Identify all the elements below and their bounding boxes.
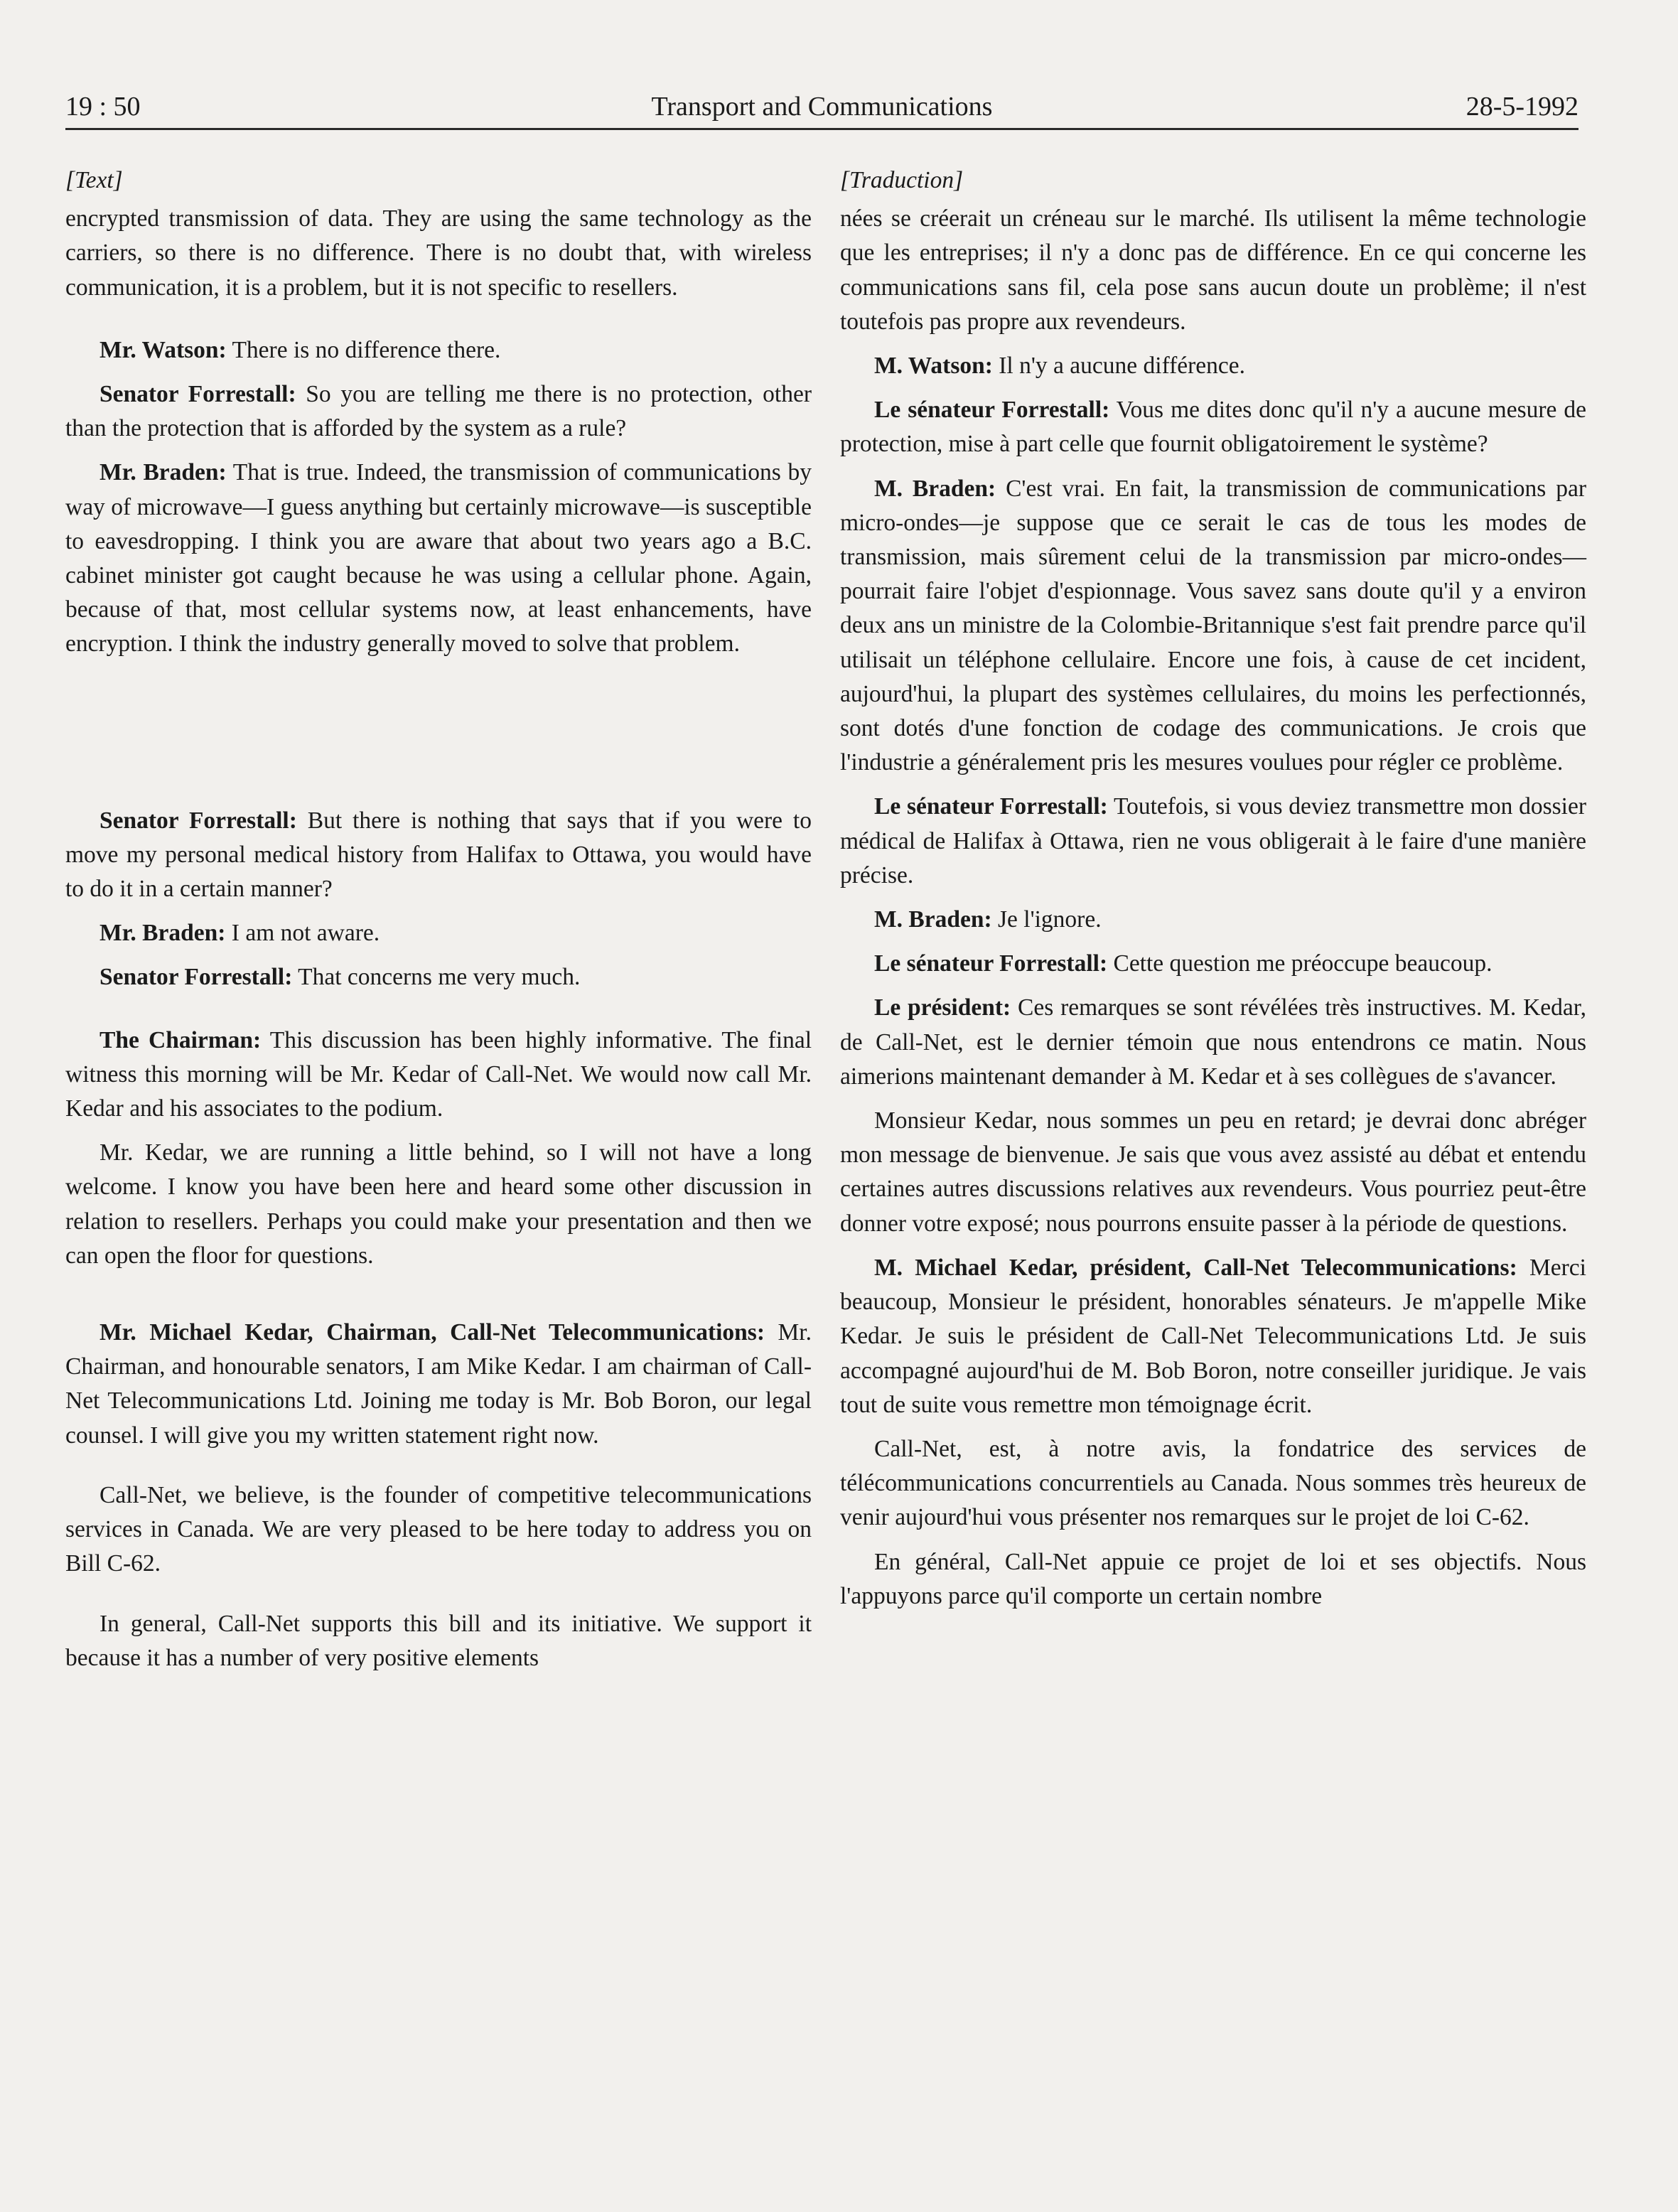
paragraph-text: But there is nothing that says that if you were to move my personal medical history from Halifax to Ottawa, you would have to do it in a certain manner? [65, 807, 812, 903]
paragraph [65, 1316, 812, 1453]
paragraph [840, 1251, 1586, 1422]
column-label: [Traduction] [840, 167, 964, 193]
column-label-text: Traduction [849, 167, 954, 193]
paragraph-text: encrypted transmission of data. They are using the same technology as the carriers, so there is no difference. There is no doubt that, with wireless communication, it is a problem, but it is not specific to resellers. [65, 205, 812, 301]
speaker-name: Mr. Braden: [100, 459, 227, 486]
speaker-name: Le président: [874, 994, 1011, 1021]
speaker-name: M. Braden: [874, 475, 996, 502]
paragraph [840, 202, 1586, 339]
paragraph-text: In general, Call-Net supports this bill and its initiative. We support it because it has a number of very positive elements [65, 1610, 812, 1671]
paragraph-text: Call-Net, we believe, is the founder of competitive telecommunications services in Canada. We are very pleased to be here today to address you on Bill C-62. [65, 1481, 812, 1577]
speaker-name: Le sénateur Forrestall: [874, 950, 1108, 977]
speaker-name: Le sénateur Forrestall: [874, 793, 1108, 820]
paragraph [840, 393, 1586, 461]
paragraph [840, 1545, 1586, 1614]
page-header [65, 85, 1578, 130]
paragraph-text: Vous me dites donc qu'il n'y a aucune mesure de protection, mise à part celle que fournit obligatoirement le système? [840, 397, 1586, 458]
page-title: Transport and Communications [651, 92, 993, 122]
paragraph-text: So you are telling me there is no protection, other than the protection that is afforded by the system as a rule? [65, 381, 812, 442]
paragraph [840, 349, 1586, 383]
paragraph-text: I am not aware. [225, 920, 380, 947]
paragraph [65, 916, 812, 950]
paragraph [840, 790, 1586, 893]
paragraph [840, 1104, 1586, 1241]
page-number: 19 : 50 [65, 92, 141, 122]
paragraph-text: Monsieur Kedar, nous sommes un peu en retard; je devrai donc abréger mon message de bienvenue. Je sais que vous avez assisté au débat et entendu certaines autres discussions relatives aux revendeurs. Vous pourriez peut-être donner votre exposé; nous pourrons ensuite passer à la période de questions. [840, 1107, 1586, 1237]
paragraph-text: Mr. Kedar, we are running a little behind, so I will not have a long welcome. I know you have been here and heard some other discussion in relation to resellers. Perhaps you could make your presentation and then we can open the floor for questions. [65, 1139, 812, 1269]
paragraph-text: C'est vrai. En fait, la transmission de communications par micro-ondes—je suppose que ce serait le cas de tous les modes de transmission, mais sûrement celui de la transmission par micro-ondes—pourrait faire l'objet d'espionnage. Vous savez sans doute qu'il y a environ deux ans un ministre de la Colombie-Britannique s'est fait prendre parce qu'il utilisait un téléphone cellulaire. Encore une fois, à cause de cet incident, aujourd'hui, la plupart des systèmes cellulaires, du moins les perfectionnés, sont dotés d'une fonction de codage des communications. Je crois que l'industrie a généralement pris les mesures voulues pour régler ce problème. [840, 475, 1586, 776]
paragraph [65, 1024, 812, 1127]
speaker-name: M. Braden: [874, 906, 992, 933]
speaker-name: Senator Forrestall: [100, 807, 297, 834]
paragraph-text: Mr. Chairman, and honourable senators, I am Mike Kedar. I am chairman of Call-Net Telecommunications Ltd. Joining me today is Mr. Bob Boron, our legal counsel. I will give you my written statement right now. [65, 1319, 812, 1449]
paragraph-text: Ces remarques se sont révélées très instructives. M. Kedar, de Call-Net, est le dernier témoin que nous entendrons ce matin. Nous aimerions maintenant demander à M. Kedar et à ses collègues de s'avancer. [840, 994, 1586, 1090]
paragraph-text: This discussion has been highly informative. The final witness this morning will be Mr. Kedar of Call-Net. We would now call Mr. Kedar and his associates to the podium. [65, 1026, 812, 1122]
paragraph-text: Toutefois, si vous deviez transmettre mon dossier médical de Halifax à Ottawa, rien ne vous obligerait à le faire d'une manière précise. [840, 793, 1586, 888]
paragraph [65, 377, 812, 446]
paragraph-text: nées se créerait un créneau sur le marché. Ils utilisent la même technologie que les entreprises; il n'y a donc pas de différence. En ce qui concerne les communications sans fil, cela pose sans aucun doute un problème; il n'est toutefois pas propre aux revendeurs. [840, 205, 1586, 335]
paragraph-text: Call-Net, est, à notre avis, la fondatrice des services de télécommunications concurrentiels au Canada. Nous sommes très heureux de venir aujourd'hui vous présenter nos remarques sur le projet de loi C-62. [840, 1435, 1586, 1531]
column-label-text: Text [75, 167, 114, 193]
speaker-name: The Chairman: [100, 1026, 262, 1053]
column-label: [Text] [65, 167, 123, 193]
paragraph-text: Merci beaucoup, Monsieur le président, honorables sénateurs. Je m'appelle Mike Kedar. Je suis le président de Call-Net Telecommunications Ltd. Je suis accompagné aujourd'hui de M. Bob Boron, notre conseiller juridique. Je vais tout de suite vous remettre mon témoignage écrit. [840, 1254, 1586, 1418]
paragraph-text: Je l'ignore. [991, 906, 1102, 933]
paragraph-text: Cette question me préoccupe beaucoup. [1107, 950, 1493, 977]
paragraph-text: That is true. Indeed, the transmission of communications by way of microwave—I guess anything but certainly microwave—is susceptible to eavesdropping. I think you are aware that about two years ago a B.C. cabinet minister got caught because he was using a cellular phone. Again, because of that, most cellular systems now, at least enhancements, have encryption. I think the industry generally moved to solve that problem. [65, 459, 812, 657]
speaker-name: M. Watson: [874, 353, 993, 380]
speaker-name: Mr. Watson: [100, 336, 227, 363]
english-column [65, 163, 812, 1685]
paragraph [840, 1432, 1586, 1535]
paragraph [65, 1478, 812, 1582]
paragraph-text: Il n'y a aucune différence. [992, 353, 1246, 380]
paragraph [65, 1136, 812, 1273]
speaker-name: Senator Forrestall: [100, 964, 293, 991]
paragraph [65, 804, 812, 907]
paragraph [65, 1607, 812, 1675]
french-column [840, 163, 1586, 1623]
paragraph-text: En général, Call-Net appuie ce projet de loi et ses objectifs. Nous l'appuyons parce qu'il comporte un certain nombre [840, 1548, 1586, 1609]
paragraph [65, 960, 812, 994]
speaker-name: M. Michael Kedar, président, Call-Net Telecommunications: [874, 1254, 1517, 1281]
paragraph [65, 333, 812, 367]
paragraph [65, 456, 812, 661]
paragraph [840, 903, 1586, 937]
paragraph [840, 472, 1586, 780]
paragraph [65, 202, 812, 305]
speaker-name: Mr. Braden: [100, 920, 226, 947]
paragraph-text: There is no difference there. [226, 336, 501, 363]
paragraph-text: That concerns me very much. [292, 964, 581, 991]
speaker-name: Mr. Michael Kedar, Chairman, Call-Net Telecommunications: [100, 1319, 765, 1346]
paragraph [840, 991, 1586, 1094]
speaker-name: Le sénateur Forrestall: [874, 397, 1110, 424]
page-date: 28-5-1992 [1465, 92, 1578, 122]
paragraph [840, 947, 1586, 981]
speaker-name: Senator Forrestall: [100, 381, 296, 408]
